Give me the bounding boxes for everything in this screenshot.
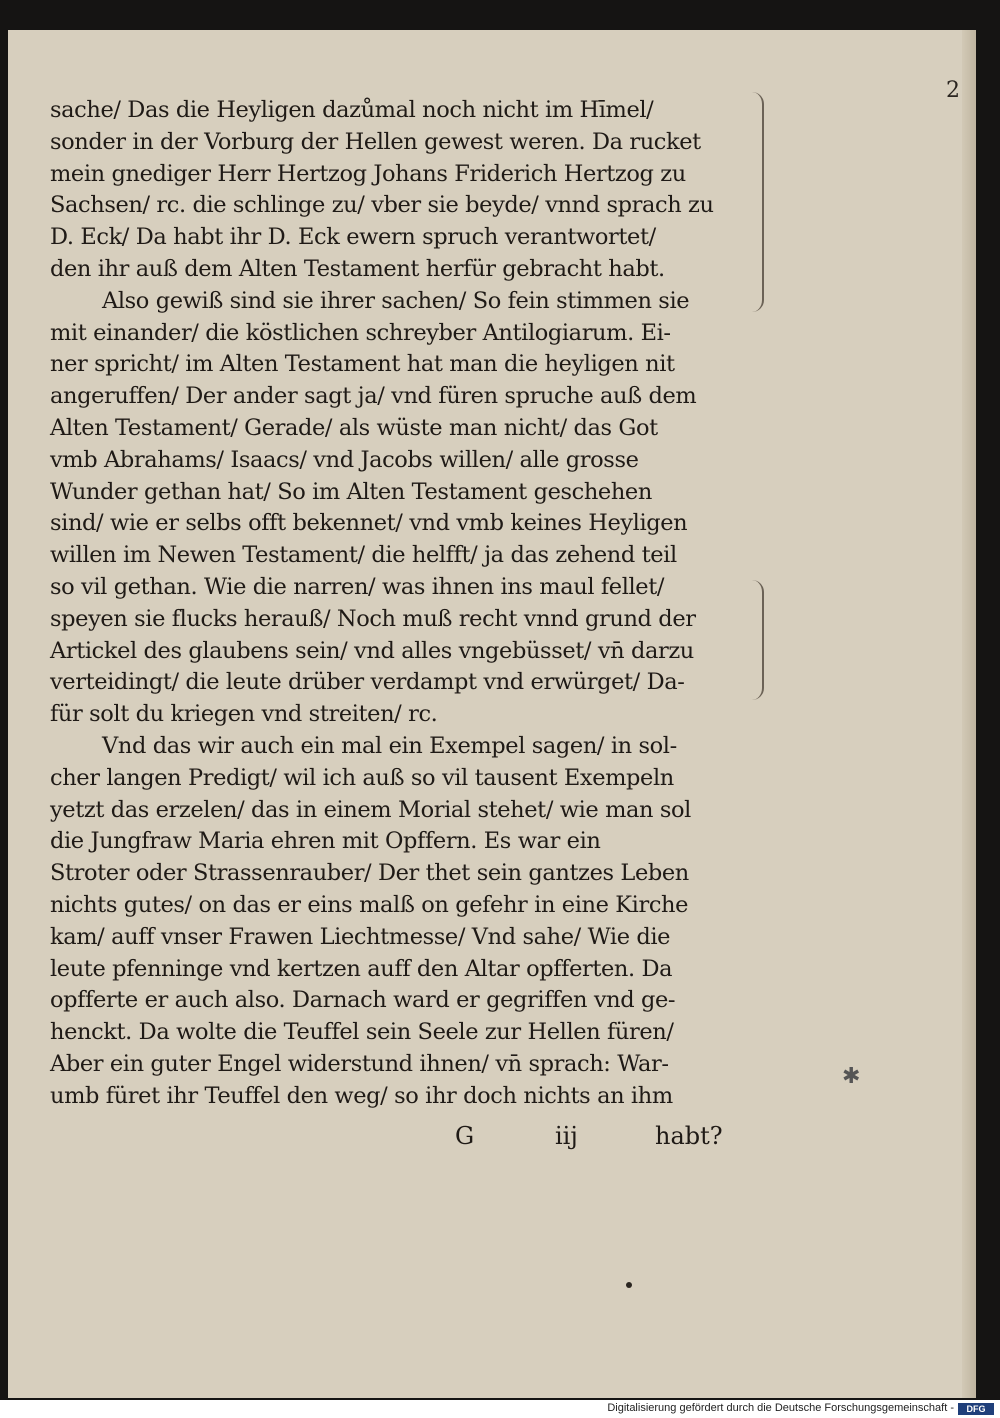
text-line: mit einander/ die köstlichen schreyber Antilogiarum. Ei- (50, 319, 671, 346)
text-block (50, 95, 760, 1113)
text-line: ner spricht/ im Alten Testament hat man die heyligen nit (50, 351, 675, 378)
text-line: D. Eck/ Da habt ihr D. Eck ewern spruch verantwortet/ (50, 224, 656, 251)
signature-number: iij (555, 1122, 578, 1150)
text-line: Aber ein guter Engel widerstund ihnen/ vn̄ sprach: War- (50, 1050, 669, 1077)
text-line: Alten Testament/ Gerade/ als wüste man nicht/ das Got (50, 414, 658, 441)
text-line: Artickel des glaubens sein/ vnd alles vngebüsset/ vn̄ darzu (50, 637, 694, 664)
text-line: so vil gethan. Wie die narren/ was ihnen ins maul fellet/ (50, 573, 665, 600)
text-line: Wunder gethan hat/ So im Alten Testament geschehen (50, 478, 652, 505)
footer-bar (0, 1400, 1000, 1418)
text-line: mein gnediger Herr Hertzog Johans Friderich Hertzog zu (50, 160, 686, 187)
text-line: Sachsen/ rc. die schlinge zu/ vber sie beyde/ vnnd sprach zu (50, 192, 714, 219)
text-line: opfferte er auch also. Darnach ward er gegriffen vnd ge- (50, 987, 676, 1014)
folio-number: 2 (946, 78, 960, 103)
margin-bracket (752, 92, 764, 312)
margin-bracket (752, 580, 764, 700)
text-line: den ihr auß dem Alten Testament herfür gebracht habt. (50, 255, 665, 282)
text-line: nichts gutes/ on das er eins malß on gefehr in eine Kirche (50, 891, 689, 918)
text-line: sache/ Das die Heyligen dazůmal noch nicht im Hīmel/ (50, 97, 654, 123)
text-line: Also gewiß sind sie ihrer sachen/ So fein stimmen sie (102, 287, 690, 314)
text-line: kam/ auff vnser Frawen Liechtmesse/ Vnd sahe/ Wie die (50, 923, 671, 950)
ink-dot (626, 1282, 632, 1288)
text-line: speyen sie flucks herauß/ Noch muß recht vnnd grund der (50, 605, 696, 632)
text-line: willen im Newen Testament/ die helfft/ ja das zehend teil (50, 542, 677, 569)
text-line: yetzt das erzelen/ das in einem Morial stehet/ wie man sol (50, 796, 691, 823)
asterisk-mark: ✱ (842, 1064, 861, 1089)
text-line: umb füret ihr Teuffel den weg/ so ihr doch nichts an ihm (50, 1082, 673, 1109)
dfg-logo: DFG (958, 1403, 994, 1415)
text-line: sind/ wie er selbs offt bekennet/ vnd vmb keines Heyligen (50, 510, 688, 537)
text-line: für solt du kriegen vnd streiten/ rc. (50, 701, 438, 728)
text-line: Stroter oder Strassenrauber/ Der thet sein gantzes Leben (50, 860, 689, 887)
text-line: Vnd das wir auch ein mal ein Exempel sagen/ in sol- (102, 732, 677, 759)
catchword: habt? (655, 1122, 723, 1150)
text-line: leute pfenninge vnd kertzen auff den Altar opfferten. Da (50, 955, 673, 982)
signature-mark: G (455, 1122, 475, 1150)
text-line: henckt. Da wolte die Teuffel sein Seele zur Hellen füren/ (50, 1019, 674, 1046)
funding-credit: Digitalisierung gefördert durch die Deutsche Forschungsgemeinschaft - (607, 1402, 954, 1414)
text-line: vmb Abrahams/ Isaacs/ vnd Jacobs willen/ alle grosse (50, 446, 639, 473)
text-line: cher langen Predigt/ wil ich auß so vil tausent Exempeln (50, 764, 674, 791)
text-line: verteidingt/ die leute drüber verdampt vnd erwürget/ Da- (50, 669, 685, 696)
text-line: die Jungfraw Maria ehren mit Opffern. Es war ein (50, 828, 601, 855)
text-line: angeruffen/ Der ander sagt ja/ vnd füren spruche auß dem (50, 383, 697, 410)
text-line: sonder in der Vorburg der Hellen gewest weren. Da rucket (50, 128, 701, 155)
